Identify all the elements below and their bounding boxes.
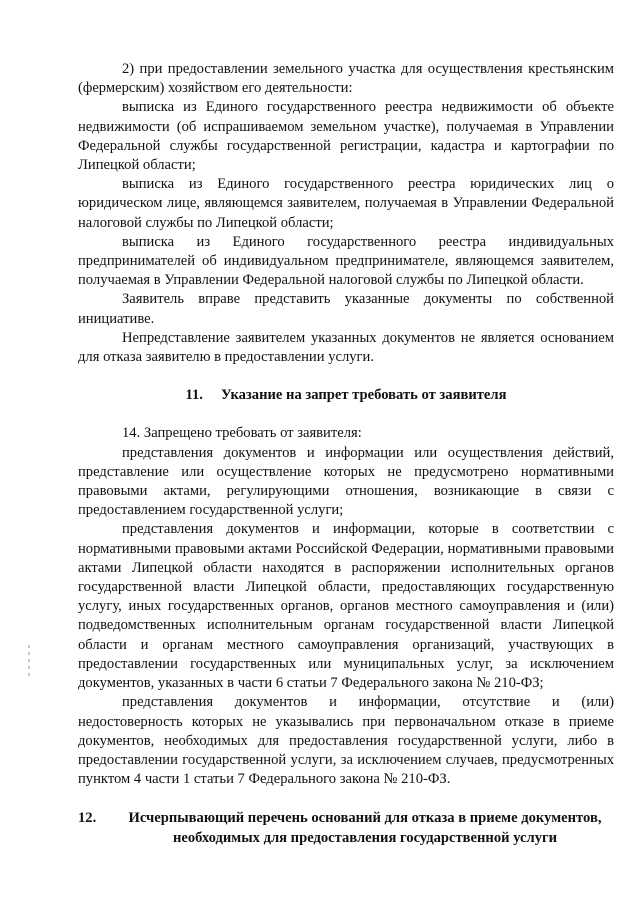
paragraph-14: 14. Запрещено требовать от заявителя: [122,425,362,442]
paragraph-egrip-extract: выписка из Единого государственного реестра индивидуальных предпринимателей об индивидуальном предпринимателе, являющемся заявителем, получаемая в Управлении Федеральной налоговой службы по Липецкой области. [78,233,614,289]
paragraph-prohibition-3: представления документов и информации, отсутствие и (или) недостоверность которых не указывались при первоначальном отказе в приеме документов, необходимых для предоставления государственной услуги, либо в предоставлении государственной услуги, за исключением случаев, предусмотренных пунктом 4 части 1 статьи 7 Федерального закона № 210-ФЗ. [78,694,614,788]
section-12-title: Исчерпывающий перечень оснований для отказа в приеме документов, необходимых для предоставления государственной услуги [128,810,602,846]
section-11-title: Указание на запрет требовать от заявителя [220,387,507,404]
paragraph-nonsubmission: Непредставление заявителем указанных документов не является основанием для отказа заявителю в предоставлении услуги. [78,329,614,366]
paragraph-prohibition-1: представления документов и информации или осуществления действий, представление или осуществление которых не предусмотрено нормативными правовыми актами, регулирующими отношения, возникающие в связи с предоставлением государственной услуги; [78,444,614,519]
section-12-heading [78,809,614,847]
section-12-number: 12. [78,810,97,827]
section-11-heading [78,386,614,405]
scan-margin-mark [26,645,32,687]
paragraph-own-initiative: Заявитель вправе представить указанные документы по собственной инициативе. [78,291,614,327]
paragraph-prohibition-2: представления документов и информации, которые в соответствии с нормативными правовыми актами Российской Федерации, нормативными правовыми актами Липецкой области находятся в распоряжении исполнительных органов государственной власти Липецкой области, предоставляющих государственную услугу, иных государственных органов, органов местного самоуправления и (или) подведомственных исполнительным органам государственной власти Липецкой области и органам местного самоуправления организаций, участвующих в предоставлении государственных или муниципальных услуг, за исключением документов, указанных в части 6 статьи 7 Федерального закона № 210-ФЗ; [78,521,614,692]
paragraph-egrul-extract: выписка из Единого государственного реестра юридических лиц о юридическом лице, являющемся заявителем, получаемая в Управлении Федеральной налоговой службы по Липецкой области; [78,176,614,231]
section-11-number: 11. [185,387,203,404]
paragraph-egrn-extract: выписка из Единого государственного реестра недвижимости об объекте недвижимости (об испрашиваемом земельном участке), получаемая в Управлении Федеральной службы государственной регистрации, кадастра и картографии по Липецкой области; [78,99,614,174]
document-page [78,60,614,848]
paragraph-item2: 2) при предоставлении земельного участка для осуществления крестьянским (фермерским) хозяйством его деятельности: [78,61,614,97]
